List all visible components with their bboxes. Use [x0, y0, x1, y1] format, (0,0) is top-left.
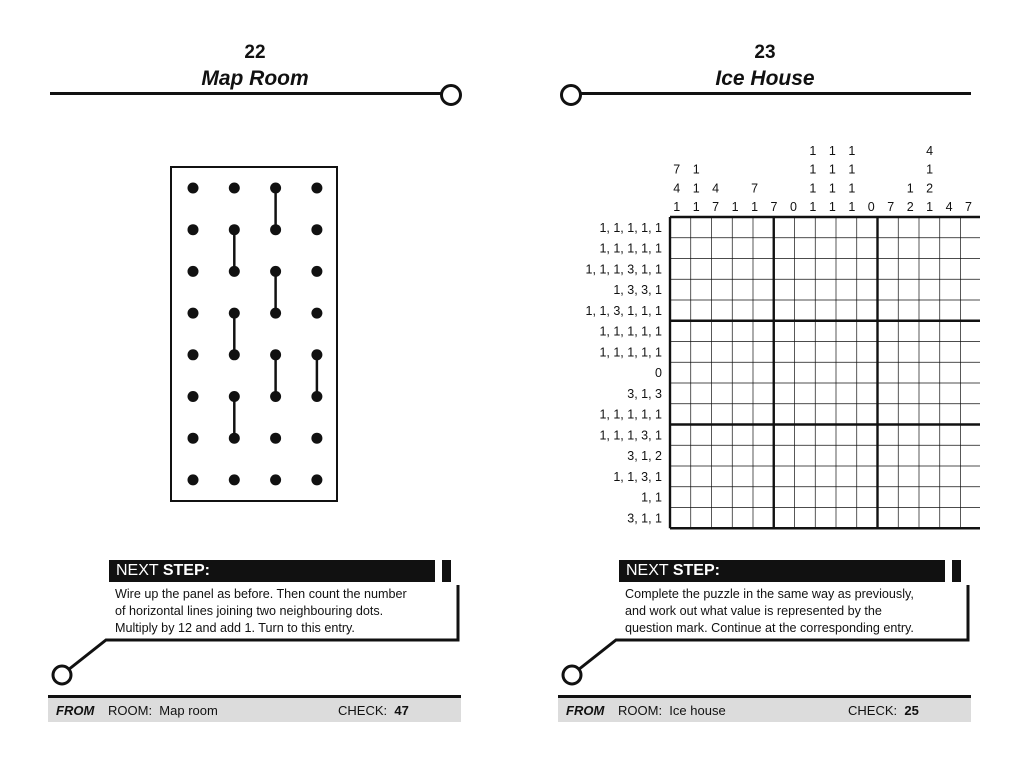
- panel-dot: [229, 474, 240, 485]
- column-clue: 1: [848, 181, 856, 196]
- header-ring-icon: [440, 84, 462, 106]
- panel-dot: [188, 433, 199, 444]
- panel-frame: [171, 167, 337, 501]
- panel-dot: [229, 308, 240, 319]
- panel-dot: [188, 183, 199, 194]
- column-clue: 4: [673, 181, 681, 196]
- footer-bar: [558, 698, 971, 722]
- row-clue: 1, 1, 1, 3, 1: [599, 428, 662, 443]
- row-clue: 1, 1: [641, 490, 662, 505]
- wiring-panel: [170, 166, 340, 503]
- footer-check-value: 47: [394, 703, 409, 718]
- footer-room: [618, 698, 726, 724]
- panel-dot: [188, 308, 199, 319]
- panel-dot: [311, 474, 322, 485]
- panel-dot: [188, 474, 199, 485]
- column-clue: 1: [828, 143, 836, 158]
- panel-dot: [229, 433, 240, 444]
- column-clue: 7: [770, 200, 778, 214]
- column-clue: 1: [809, 143, 817, 158]
- circuit-trace: [40, 555, 470, 690]
- panel-dot: [270, 391, 281, 402]
- column-clue: 1: [731, 200, 739, 214]
- column-clue: 4: [712, 181, 720, 196]
- instruction-line: Multiply by 12 and add 1. Turn to this entry.: [115, 621, 355, 635]
- next-step-prefix: NEXT: [626, 562, 669, 579]
- footer-from-label: FROM: [56, 703, 95, 718]
- header-rule: [50, 92, 442, 95]
- circuit-ring-icon: [563, 666, 581, 684]
- panel-dot: [229, 266, 240, 277]
- instruction-line: question mark. Continue at the corresponding entry.: [625, 621, 914, 635]
- panel-dot: [229, 349, 240, 360]
- row-clue: 3, 1, 1: [627, 511, 662, 526]
- circuit-ring-icon: [53, 666, 71, 684]
- row-clue: 1, 1, 1, 1, 1: [599, 324, 662, 339]
- footer-from-label: FROM: [566, 703, 605, 718]
- column-clue: 1: [926, 200, 934, 214]
- next-step-bold: STEP:: [672, 562, 720, 579]
- row-clue: 1, 1, 3, 1: [613, 469, 662, 484]
- panel-dot: [188, 349, 199, 360]
- panel-dot: [311, 308, 322, 319]
- column-clue: 1: [906, 181, 914, 196]
- column-clue: 1: [828, 181, 836, 196]
- row-clue: 1, 3, 3, 1: [613, 283, 662, 298]
- footer-check: [848, 698, 919, 724]
- footer-check-label: CHECK:: [848, 703, 898, 718]
- column-clue: 1: [828, 200, 836, 214]
- row-clue: 1, 1, 1, 1, 1: [599, 345, 662, 360]
- instruction-line: Complete the puzzle in the same way as previously,: [625, 587, 914, 601]
- column-clue: 7: [965, 200, 972, 214]
- footer-check-value: 25: [904, 703, 919, 718]
- footer-room: [108, 698, 218, 724]
- column-clue: 1: [673, 200, 681, 214]
- instruction-line: and work out what value is represented by the: [625, 604, 882, 618]
- column-clue: 1: [692, 200, 700, 214]
- entry-number: 22: [244, 42, 266, 63]
- panel-dot: [188, 224, 199, 235]
- circuit-trace: [550, 555, 980, 690]
- panel-dot: [311, 433, 322, 444]
- panel-dot: [270, 224, 281, 235]
- panel-dot: [270, 266, 281, 277]
- row-clue: 0: [655, 366, 662, 381]
- row-clue: 3, 1, 2: [627, 449, 662, 464]
- column-clue: 1: [926, 162, 934, 177]
- column-clue: 1: [828, 162, 836, 177]
- panel-dot: [229, 183, 240, 194]
- footer-bar: [48, 698, 461, 722]
- panel-dot: [311, 266, 322, 277]
- row-clue: 1, 1, 1, 1, 1: [599, 407, 662, 422]
- footer-room-value: Map room: [159, 703, 218, 718]
- column-clue: 7: [751, 181, 759, 196]
- column-clue: 1: [848, 200, 856, 214]
- footer-room-label: ROOM:: [618, 703, 663, 718]
- column-clue: 1: [809, 200, 817, 214]
- footer-room-label: ROOM:: [108, 703, 153, 718]
- column-clue: 1: [692, 181, 700, 196]
- panel-dot: [270, 474, 281, 485]
- nonogram-puzzle: [550, 138, 980, 533]
- header-ring-icon: [560, 84, 582, 106]
- column-clue: 7: [712, 200, 720, 214]
- footer-check-label: CHECK:: [338, 703, 388, 718]
- column-clue: 7: [673, 162, 681, 177]
- right-page: [510, 0, 1020, 765]
- page-title: Ice House: [715, 67, 815, 90]
- panel-dot: [311, 391, 322, 402]
- column-clue: 1: [848, 162, 856, 177]
- entry-number: 23: [754, 42, 776, 63]
- panel-dot: [229, 391, 240, 402]
- panel-dot: [270, 183, 281, 194]
- column-clue: 1: [692, 162, 700, 177]
- row-clue: 1, 1, 1, 3, 1, 1: [585, 262, 662, 277]
- row-clue: 1, 1, 1, 1, 1: [599, 241, 662, 256]
- row-clue: 1, 1, 1, 1, 1: [599, 220, 662, 235]
- column-clue: 4: [945, 200, 953, 214]
- row-clue: 1, 1, 3, 1, 1, 1: [585, 303, 662, 318]
- column-clue: 0: [789, 200, 797, 214]
- column-clue: 7: [887, 200, 895, 214]
- panel-dot: [188, 266, 199, 277]
- footer-check: [338, 698, 409, 724]
- column-clue: 4: [926, 143, 934, 158]
- instruction-line: of horizontal lines joining two neighbouring dots.: [115, 604, 384, 618]
- panel-dot: [311, 183, 322, 194]
- panel-dot: [270, 308, 281, 319]
- panel-dot: [311, 224, 322, 235]
- column-clue: 2: [906, 200, 914, 214]
- row-clue: 3, 1, 3: [627, 386, 662, 401]
- column-clue: 1: [809, 181, 817, 196]
- column-clue: 2: [926, 181, 934, 196]
- column-clue: 0: [867, 200, 875, 214]
- footer-room-value: Ice house: [669, 703, 726, 718]
- column-clue: 1: [751, 200, 759, 214]
- header-rule: [580, 92, 971, 95]
- column-clue: 1: [809, 162, 817, 177]
- next-step-bold: STEP:: [162, 562, 210, 579]
- panel-dot: [270, 433, 281, 444]
- panel-dot: [188, 391, 199, 402]
- instruction-line: Wire up the panel as before. Then count the number: [115, 587, 407, 601]
- next-step-prefix: NEXT: [116, 562, 159, 579]
- panel-dot: [229, 224, 240, 235]
- panel-dot: [270, 349, 281, 360]
- column-clue: 1: [848, 143, 856, 158]
- panel-dot: [311, 349, 322, 360]
- page-title: Map Room: [201, 67, 309, 90]
